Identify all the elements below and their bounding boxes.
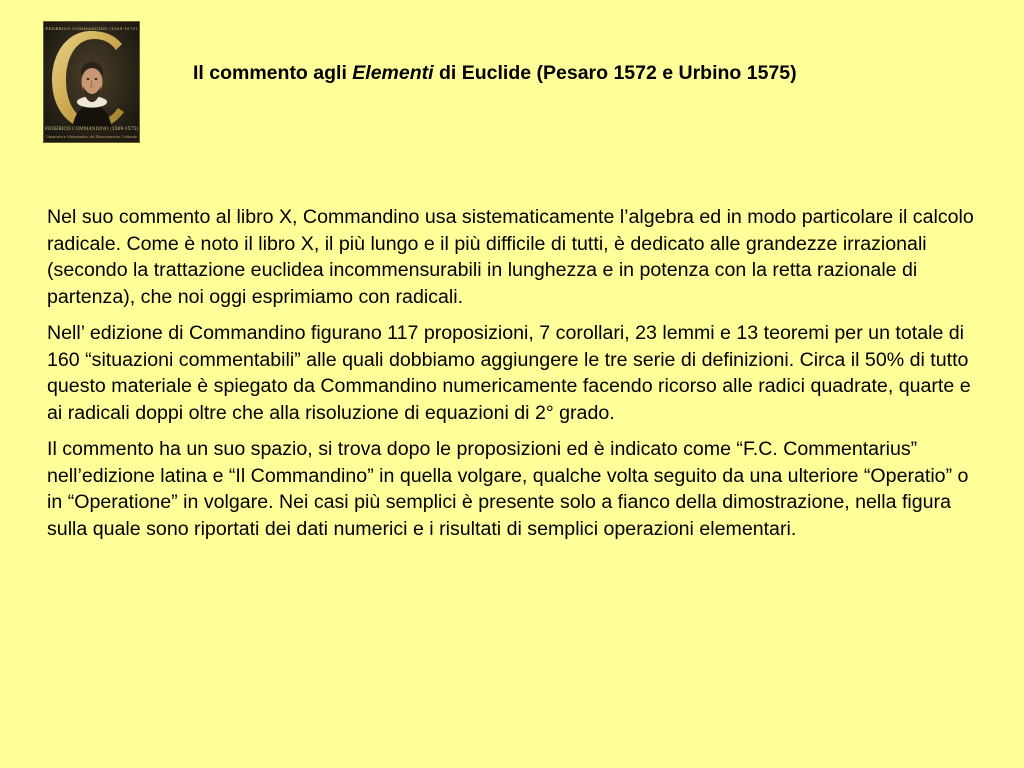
book-cover-logo bbox=[44, 22, 139, 142]
paragraph-1: Nel suo commento al libro X, Commandino usa sistematicamente l’algebra ed in modo particolare il calcolo radicale. Come è noto il libro X, il più lungo e il più difficile di tutti, è dedicato alle grandezze irrazionali (secondo la trattazione euclidea incommensurabili in lunghezza e in potenza con la retta razionale di partenza), che noi oggi esprimiamo con radicali. bbox=[47, 206, 974, 308]
logo-subtitle-text: Umanista e Matematico del Rinascimento Urbinate bbox=[45, 135, 138, 139]
slide-title bbox=[193, 62, 797, 85]
portrait-illustration bbox=[44, 22, 139, 142]
logo-top-text: FEDERICO COMMANDINO (1509-1575) bbox=[45, 26, 138, 31]
logo-bottom-text: FEDERICO COMMANDINO (1509-1575) bbox=[45, 127, 138, 132]
title-part-1: Il commento agli bbox=[193, 62, 353, 84]
paragraph-3: Il commento ha un suo spazio, si trova dopo le proposizioni ed è indicato come “F.C. Commentarius” nell’edizione latina e “Il Commandino” in quella volgare, qualche volta seguito da una ulteriore “Operatio” o in “Operatione” in volgare. Nei casi più semplici è presente solo a fianco della dimostrazione, nella figura sulla quale sono riportati dei dati numerici e i risultati di semplici operazioni elementari. bbox=[47, 438, 969, 540]
title-part-2: di Euclide (Pesaro 1572 e Urbino 1575) bbox=[433, 62, 797, 84]
paragraph-2: Nell’ edizione di Commandino figurano 117 proposizioni, 7 corollari, 23 lemmi e 13 teoremi per un totale di 160 “situazioni commentabili” alle quali dobbiamo aggiungere le tre serie di definizioni. Circa il 50% di tutto questo materiale è spiegato da Commandino numericamente facendo ricorso alle radici quadrate, quarte e ai radicali doppi oltre che alla risoluzione di equazioni di 2° grado. bbox=[47, 322, 971, 424]
slide-body bbox=[47, 204, 987, 552]
title-italic-word: Elementi bbox=[352, 62, 434, 84]
